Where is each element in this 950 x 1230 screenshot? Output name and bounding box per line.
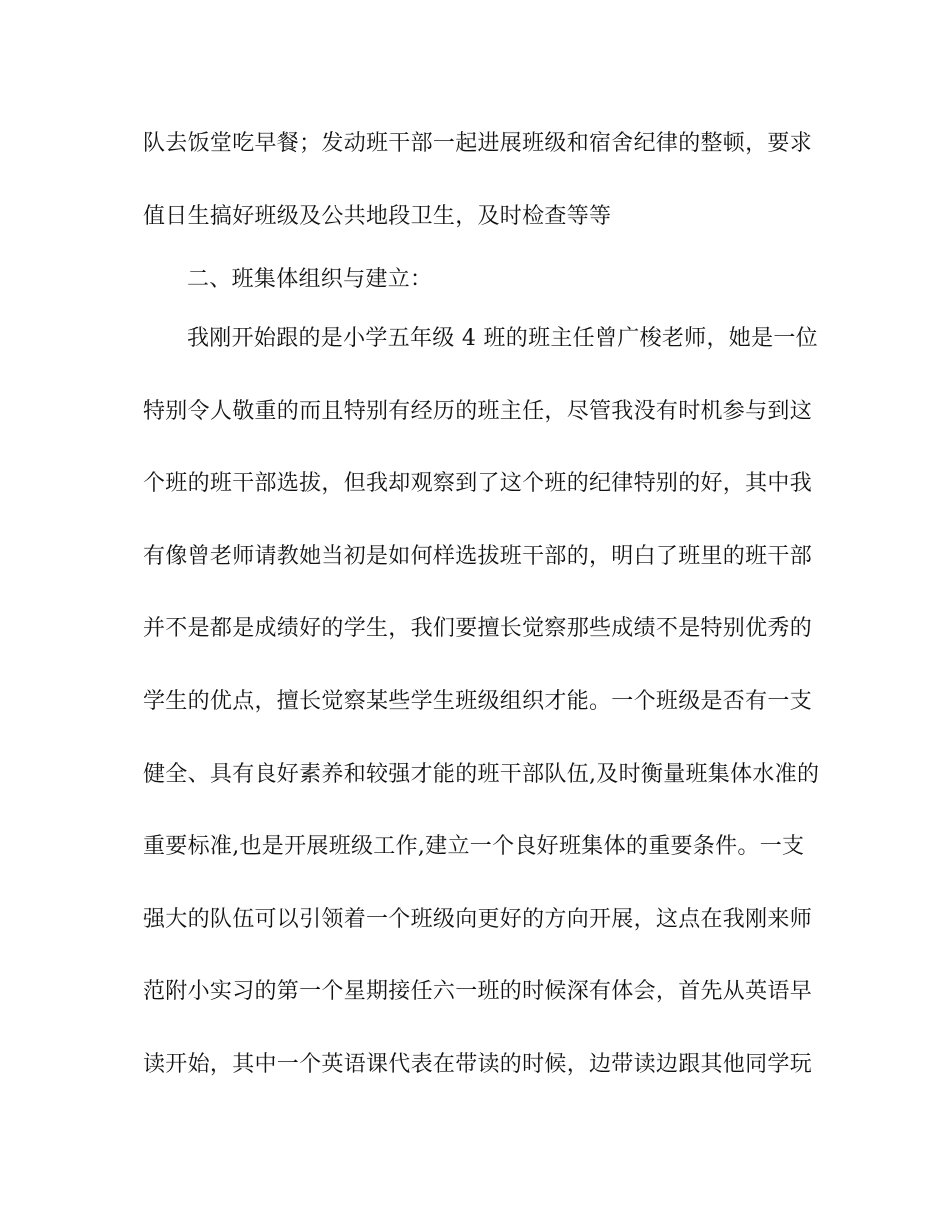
paragraph-line-9: 强大的队伍可以引领着一个班级向更好的方向开展，这点在我刚来师 xyxy=(143,907,813,932)
paragraph-line-7: 健全、具有良好素养和较强才能的班干部队伍,及时衡量班集体水准的 xyxy=(143,762,820,787)
paragraph-line-10: 范附小实习的第一个星期接任六一班的时候深有体会，首先从英语早 xyxy=(143,979,813,1004)
paragraph-line-5: 并不是都是成绩好的学生，我们要擅长觉察那些成绩不是特别优秀的 xyxy=(143,616,813,641)
paragraph-line-6: 学生的优点，擅长觉察某些学生班级组织才能。一个班级是否有一支 xyxy=(143,689,813,714)
text-line-2: 值日生搞好班级及公共地段卫生，及时检查等等 xyxy=(143,204,612,229)
paragraph-line-2: 特别令人敬重的而且特别有经历的班主任，尽管我没有时机参与到这 xyxy=(143,399,813,424)
paragraph-line-1: 我刚开始跟的是小学五年级 4 班的班主任曾广梭老师，她是一位 xyxy=(187,326,818,351)
section-heading: 二、班集体组织与建立： xyxy=(187,267,433,292)
text-line-1: 队去饭堂吃早餐；发动班干部一起进展班级和宿舍纪律的整顿，要求 xyxy=(143,131,813,156)
paragraph-line-8: 重要标准,也是开展班级工作,建立一个良好班集体的重要条件。一支 xyxy=(143,834,805,859)
paragraph-line-3: 个班的班干部选拔，但我却观察到了这个班的纪律特别的好，其中我 xyxy=(143,471,813,496)
paragraph-line-11: 读开始，其中一个英语课代表在带读的时候，边带读边跟其他同学玩 xyxy=(143,1052,813,1077)
paragraph-line-4: 有像曾老师请教她当初是如何样选拔班干部的，明白了班里的班干部 xyxy=(143,544,813,569)
